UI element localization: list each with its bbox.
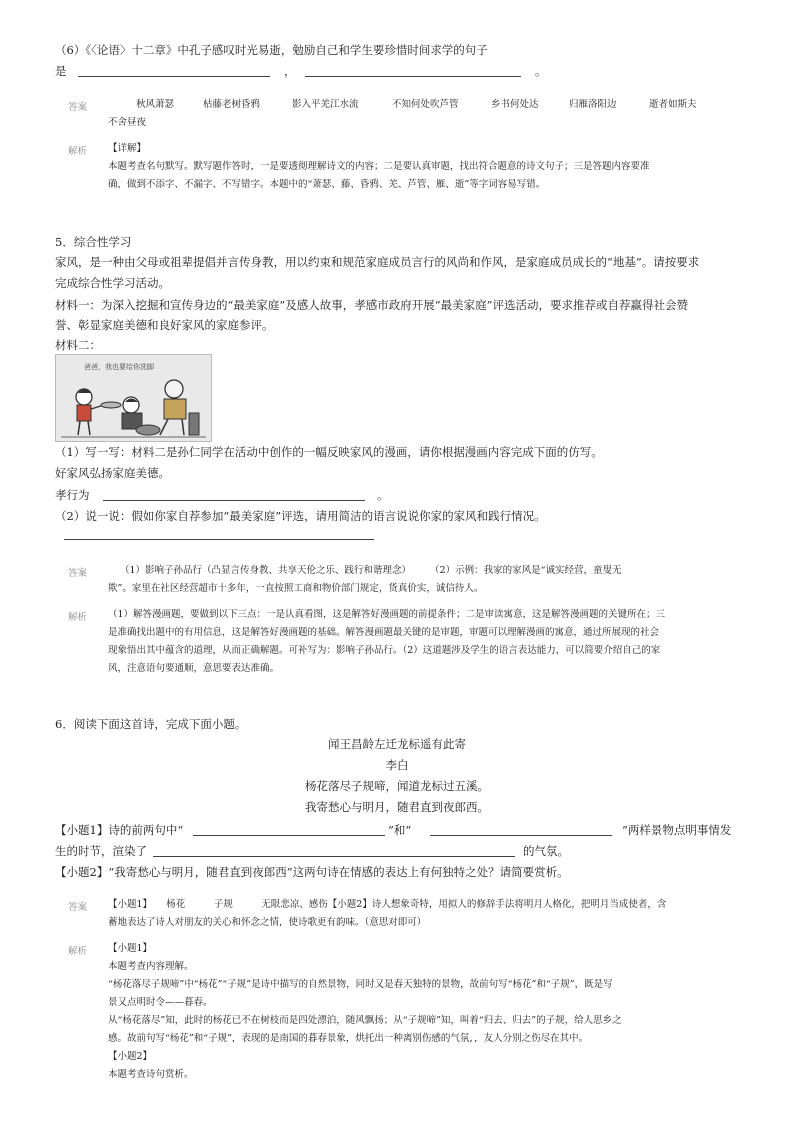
q5-part-1-period: 。 — [377, 488, 389, 502]
answer-text: 欺”。家里在社区经营超市十多年，一直按照工商和物价部门规定，货真价实，诚信待人。 — [108, 583, 484, 594]
answer-blank-2[interactable] — [305, 76, 521, 77]
analysis-text: 现象悟出其中蕴含的道理，从而正确解题。可补写为：影响子孙品行。（2）这道题涉及学生的语言表达能力，可以简要介绍自己的家 — [108, 645, 661, 656]
poem-title: 闻王昌龄左迁龙标遥有此寄 — [328, 737, 466, 751]
answer-text: （1）影响子孙品行（凸显言传身教、共享天伦之乐、践行和谐理念） （2）示例：我家的家风是“诚实经营，童叟无 — [120, 565, 622, 576]
family-comic-image — [55, 354, 212, 442]
poem-verse: 杨花落尽子规啼，闻道龙标过五溪。 — [305, 779, 489, 793]
q4-sub6-period: 。 — [535, 64, 547, 78]
q4-sub6-prompt: （6）《〈论语〉十二章》中孔子感叹时光易逝，勉励自己和学生要珍惜时间求学的句子 — [55, 43, 488, 57]
analysis-text: 【小题1】 — [108, 943, 153, 954]
q6-title: 6．阅读下面这首诗，完成下面小题。 — [55, 717, 247, 731]
comic-drawing — [56, 355, 211, 441]
q6-sub2: 【小题2】“我寄愁心与明月，随君直到夜郎西”这两句诗在情感的表达上有何独特之处？请简要赏析。 — [55, 865, 569, 879]
q5-part-1-prefix: 孝行为 — [55, 488, 90, 502]
q6-sub1-b: ”和“ — [388, 823, 412, 837]
comic-caption: 爸爸，我也要给你洗脚 — [84, 363, 154, 371]
q5-intro: 完成综合性学习活动。 — [55, 276, 170, 290]
answer-item-wrap: 不舍昼夜 — [108, 117, 147, 128]
analysis-text: 本题考查名句默写。默写题作答时，一是要透彻理解诗文的内容；二是要认真审题，找出符合题意的诗文句子；三是答题内容要准 — [108, 161, 650, 172]
analysis-text: 【小题2】 — [108, 1051, 153, 1062]
answer-item: 归雁洛阳边 — [569, 99, 617, 110]
analysis-text: 是准确找出题中的有用信息，这是解答好漫画题的基础。解答漫画题最关键的是审题，审题可以理解漫画的寓意，通过所展现的社会 — [108, 627, 660, 638]
analysis-label: 解析 — [68, 946, 88, 957]
answer-item: 不知何处吹芦管 — [392, 99, 459, 110]
q6-sub1-c: ”两样景物点明事情发 — [622, 823, 732, 837]
answer-blank-5[interactable] — [193, 835, 385, 836]
answer-item: 乡书何处达 — [491, 99, 539, 110]
answer-label: 答案 — [68, 568, 88, 579]
analysis-label: 解析 — [68, 612, 88, 623]
answer-label: 答案 — [68, 902, 88, 913]
answer-item: 逝者如斯夫 — [649, 99, 697, 110]
poem-verse: 我寄愁心与明月，随君直到夜郎西。 — [305, 800, 489, 814]
analysis-text: 本题考查内容理解。 — [108, 961, 194, 972]
answer-item: 影入平羌江水流 — [292, 99, 359, 110]
answer-blank-3[interactable] — [103, 500, 365, 501]
analysis-label: 解析 — [68, 146, 88, 157]
answer-blank-4[interactable] — [64, 539, 374, 540]
q6-sub1-d: 生的时节，渲染了 — [55, 844, 147, 858]
answer-blank-6[interactable] — [430, 835, 612, 836]
q5-part-2: （2）说一说：假如你家自荐参加“最美家庭”评选，请用简洁的语言说说你家的家风和践行情况。 — [55, 509, 546, 523]
q5-part-1-example: 好家风弘扬家庭美德。 — [55, 466, 170, 480]
q5-part-1: （1）写一写：材料二是孙仁同学在活动中创作的一幅反映家风的漫画，请你根据漫画内容完成下面的仿写。 — [55, 445, 603, 459]
answer-blank-7[interactable] — [153, 856, 515, 857]
analysis-text: 风，注意语句要通顺，意思要表达准确。 — [108, 663, 280, 674]
q5-material-2-label: 材料二： — [55, 338, 101, 352]
analysis-text: 本题考查诗句赏析。 — [108, 1069, 194, 1080]
analysis-text: 感。故前句写“杨花”和“子规”，表现的是南国的暮春景象，烘托出一种离别伤感的气氛，，友人分别之伤尽在其中。 — [108, 1033, 589, 1044]
answer-text: 蓄地表达了诗人对朋友的关心和怀念之情，使诗歌更有韵味。（意思对即可） — [108, 917, 427, 928]
answer-label: 答案 — [68, 102, 88, 113]
analysis-text: （1）解答漫画题，要做到以下三点：一是认真看图，这是解答好漫画题的前提条件；二是审读寓意，这是解答漫画题的关键所在；三 — [108, 609, 666, 620]
analysis-text: “杨花落尽子规啼”中“杨花”“子规”是诗中描写的自然景物，同时又是春天独特的景物，故前句写“杨花”和“子规”，既是写 — [108, 979, 613, 990]
analysis-text: 确，做到不添字、不漏字、不写错字。本题中的“萧瑟、藤、昏鸦、羌、芦管、雁、逝”等字词容易写错。 — [108, 179, 546, 190]
analysis-tag: 【详解】 — [108, 143, 147, 154]
analysis-text: 景又点明时令——暮春。 — [108, 997, 213, 1008]
q5-intro: 家风，是一种由父母或祖辈提倡并言传身教，用以约束和规范家庭成员言行的风尚和作风，是家庭成员成长的“地基”。请按要求 — [55, 255, 700, 269]
answer-blank-1[interactable] — [78, 76, 270, 77]
q5-material-1: 誉、彰显家庭美德和良好家风的家庭参评。 — [55, 318, 274, 332]
q6-sub1-e: 的气氛。 — [523, 844, 569, 858]
answer-text: 【小题1】 杨花 子规 无限悲凉、感伤【小题2】诗人想象奇特，用拟人的修辞手法将明月人格化，把明月当成使者，含 — [108, 899, 667, 910]
poem-author: 李白 — [385, 758, 409, 772]
q4-sub6-comma: ， — [284, 64, 296, 78]
analysis-text: 从“杨花落尽”知，此时的杨花已不在树枝而是四处漂泊，随风飘扬；从“子规啼”知，叫着“归去、归去”的子规，给人思乡之 — [108, 1015, 622, 1026]
q4-sub6-prefix: 是 — [55, 64, 67, 78]
q5-title: 5．综合性学习 — [55, 235, 132, 249]
answer-item: 枯藤老树昏鸦 — [203, 99, 261, 110]
q5-material-1: 材料一：为深入挖掘和宣传身边的“最美家庭”及感人故事，孝感市政府开展“最美家庭”评选活动，要求推荐或自荐赢得社会赞 — [55, 298, 689, 312]
answer-item: 秋风萧瑟 — [136, 99, 175, 110]
q6-sub1-a: 【小题1】诗的前两句中“ — [55, 823, 184, 837]
